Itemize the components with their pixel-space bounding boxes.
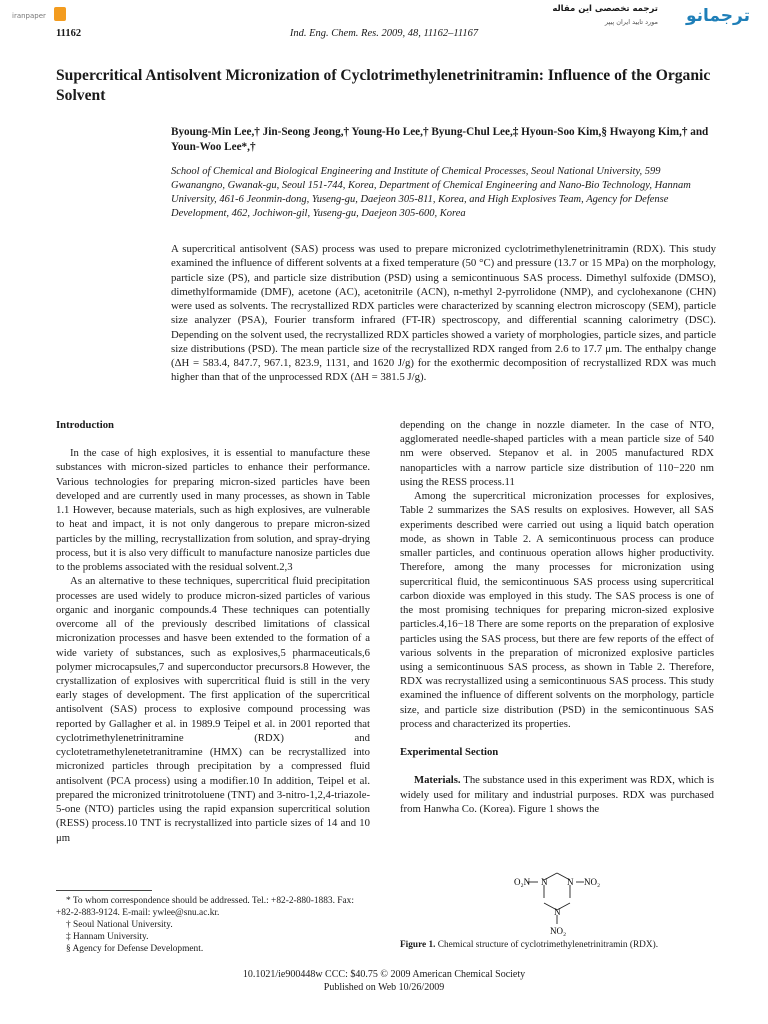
brand-subtitle: مورد تایید ایران پیپر xyxy=(604,18,658,26)
section-heading-experimental: Experimental Section xyxy=(400,746,499,759)
footnote-corresponding: * To whom correspondence should be addressed. Tel.: +82-2-880-1883. Fax: +82-2-883-9124. E-mail: ywlee@snu.ac.kr. xyxy=(56,896,354,919)
brand-name: ترجمانو xyxy=(685,6,750,26)
nitro-group-right: NO₂ xyxy=(584,877,601,887)
running-header xyxy=(56,28,712,42)
ring-nitrogen-bottom: N xyxy=(554,907,561,917)
footnote-section: § Agency for Defense Development. xyxy=(66,944,204,955)
figure-caption-text: Chemical structure of cyclotrimethylenetrinitramin (RDX). xyxy=(437,940,659,950)
figure-caption-label: Figure 1. xyxy=(400,940,436,950)
right-column xyxy=(400,418,714,816)
figure-caption xyxy=(400,940,716,952)
footer-doi: 10.1021/ie900448w CCC: $40.75 © 2009 American Chemical Society xyxy=(242,969,526,980)
footnote-rule xyxy=(56,890,152,891)
iranpaper-text: iranpaper xyxy=(12,12,46,20)
page-footer xyxy=(0,968,768,994)
nitro-group-bottom: NO₂ xyxy=(550,926,567,936)
intro-paragraph-2: As an alternative to these techniques, supercritical fluid precipitation processes are used widely to produce micron-sized particles of various organic and inorganic compounds.4 These techniques can potentially overcome all of the previously described limitations of classical micronization processes and hasve been extended to the formation of a wide variety of substances, such as explosives,5 pharmaceuticals,6 polymer microcapsules,7 and superconductor precursors.8 However, the crystallization of explosives with supercritical fluid is still in the very early stages of development. The first application of the supercritical antisolvent (SAS) process to explosive compound processing was reported by Gallagher et al. in 1989.9 Teipel et al. in 2001 reported that cyclotrimethylenetrinitramine (RDX) and cyclotetramethylenetetranitramine (HMX) can be recrystallized into micronized particles through precipitation by a compressed fluid antisolvent (PCA process) using a modifier.10 In addition, Teipel et al. prepared the micronized trinitrotoluene (TNT) and 3-nitro-1,2,4-triazole-5-one (NTO) particles using the rapid expansion supercritical solution (RESS) process.10 TNT is recrystallized into particle sizes of 14 and 10 μm xyxy=(56,575,370,844)
section-heading-introduction: Introduction xyxy=(56,419,115,431)
materials-label: Materials. xyxy=(414,774,461,787)
affiliations: School of Chemical and Biological Engineering and Institute of Chemical Processes, Seoul National University, 599 Gwanangno, Gwanak-gu, Seoul 151-744, Korea, Department of Chemical Engineering and Nano-Bio Technology, Hannam University, 461-6 Jeonmin-dong, Yuseng-gu, Daejeon 305-811, Korea, and High Explosives Team, Agency for Defense Development, 462, Jochiwon-gil, Yuseng-gu, Daejeon 305-600, Korea xyxy=(171,166,691,219)
ring-nitrogen-left: N xyxy=(541,877,548,887)
iranpaper-logo xyxy=(10,4,70,26)
footnotes xyxy=(56,890,370,955)
page-number: 11162 xyxy=(56,28,82,39)
author-list: Byoung-Min Lee,† Jin-Seong Jeong,† Young-Ho Lee,† Byung-Chul Lee,‡ Hyoun-Soo Kim,§ Hwayong Kim,† and Youn-Woo Lee*,† xyxy=(171,126,709,154)
right-paragraph-1: depending on the change in nozzle diameter. In the case of NTO, agglomerated needle-shaped particles with a mean particle size of 540 nm were observed. Stepanov et al. in 2005 manufactured RDX nanoparticles with a narrow particle size distribution of 110−220 nm using the RESS process.11 xyxy=(400,419,714,488)
journal-citation: Ind. Eng. Chem. Res. 2009, 48, 11162–11167 xyxy=(289,28,479,39)
paper-title: Supercritical Antisolvent Micronization of Cyclotrimethylenetrinitramin: Influence of the Organic Solvent xyxy=(56,67,711,104)
materials-paragraph: The substance used in this experiment was RDX, which is widely used for military and industrial purposes. RDX was purchased from Hanwha Co. (Korea). Figure 1 shows the xyxy=(400,774,714,815)
left-column xyxy=(56,418,370,845)
intro-paragraph-1: In the case of high explosives, it is essential to manufacture these substances with micron-sized particles to enhance their performance. Various technologies for preparing micron-sized particles have been developed and are currently used in many processes, as shown in Table 1.1 However, because materials, such as high explosives, are vulnerable to heat and impact, it is not only dangerous to prepare micron-sized particles by the milling, recrystallization from solution, and spray-drying process, but it is also very difficult to manufacture nanosize particles due to the problems associated with the residual solvent.2,3 xyxy=(56,447,370,574)
footnote-dagger: † Seoul National University. xyxy=(66,920,173,931)
right-paragraph-2: Among the supercritical micronization processes for explosives, Table 2 summarizes the SAS results on explosives. However, all SAS experiments described were carried out using a liquid batch operation mode, as shown in Table 2. A semicontinuous process can produce smaller particles, and continuous operation allows higher productivity. Therefore, among the many processes for micronization using supercritical fluid, the semicontinuous SAS process using supercritical carbon dioxide was employed in this study. The SAS process is one of the most promising techniques for preparing micron-sized explosive particles.4,16−18 There are some reports on the preparation of explosive particles using the SAS process, but there are few reports of the effect of various solvents in the preparation of micronized explosive particles using a semicontinuous SAS process, as shown in Table 2. Therefore, RDX was recrystallized using a semicontinuous SAS process. This study examined the influence of different solvents on the morphology, particle size, and particle size distribution (PSD) in the semicontinuous SAS process and characterized its properties. xyxy=(400,490,714,730)
ring-nitrogen-right: N xyxy=(567,877,574,887)
nitro-group-left: O₂N xyxy=(514,877,531,887)
brand-title: ترجمه تخصصی این مقاله xyxy=(552,4,658,14)
footer-published: Published on Web 10/26/2009 xyxy=(323,982,445,993)
abstract: A supercritical antisolvent (SAS) process was used to prepare micronized cyclotrimethylenetrinitramin (RDX). This study examined the influence of different solvents at a fixed temperature (50 °C) and pressure (13.7 or 15 MPa) on the morphology, particle size (PS), and particle size distribution (PSD) using a semicontinuous SAS process. Dimethyl sulfoxide (DMSO), dimethylformamide (DMF), acetone (AC), acetonitrile (ACN), n-methyl 2-pyrrolidone (NMP), and cyclohexanone (CHN) were used as solvents. The recrystallized RDX particles were characterized by scanning electron microscopy (SEM), particle size analyzer (PSA), Fourier transform infrared (FT-IR) spectroscopy, and differential scanning calorimetry (DSC). Depending on the solvent used, the recrystallized RDX particles showed a variety of morphologies, particle sizes, and particle size distributions (PSD). The mean particle size of the recrystallized RDX ranged from 2.6 to 17.7 μm. The enthalpy change (ΔH = 583.4, 847.7, 967.1, 823.9, 1131, and 1620 J/g) for the exothermic decomposition of recrystallized RDX was much higher than that of the unprocessed RDX (ΔH = 381.5 J/g). xyxy=(171,243,716,384)
rdx-structure-figure xyxy=(456,868,666,940)
footnote-ddagger: ‡ Hannam University. xyxy=(66,932,149,943)
